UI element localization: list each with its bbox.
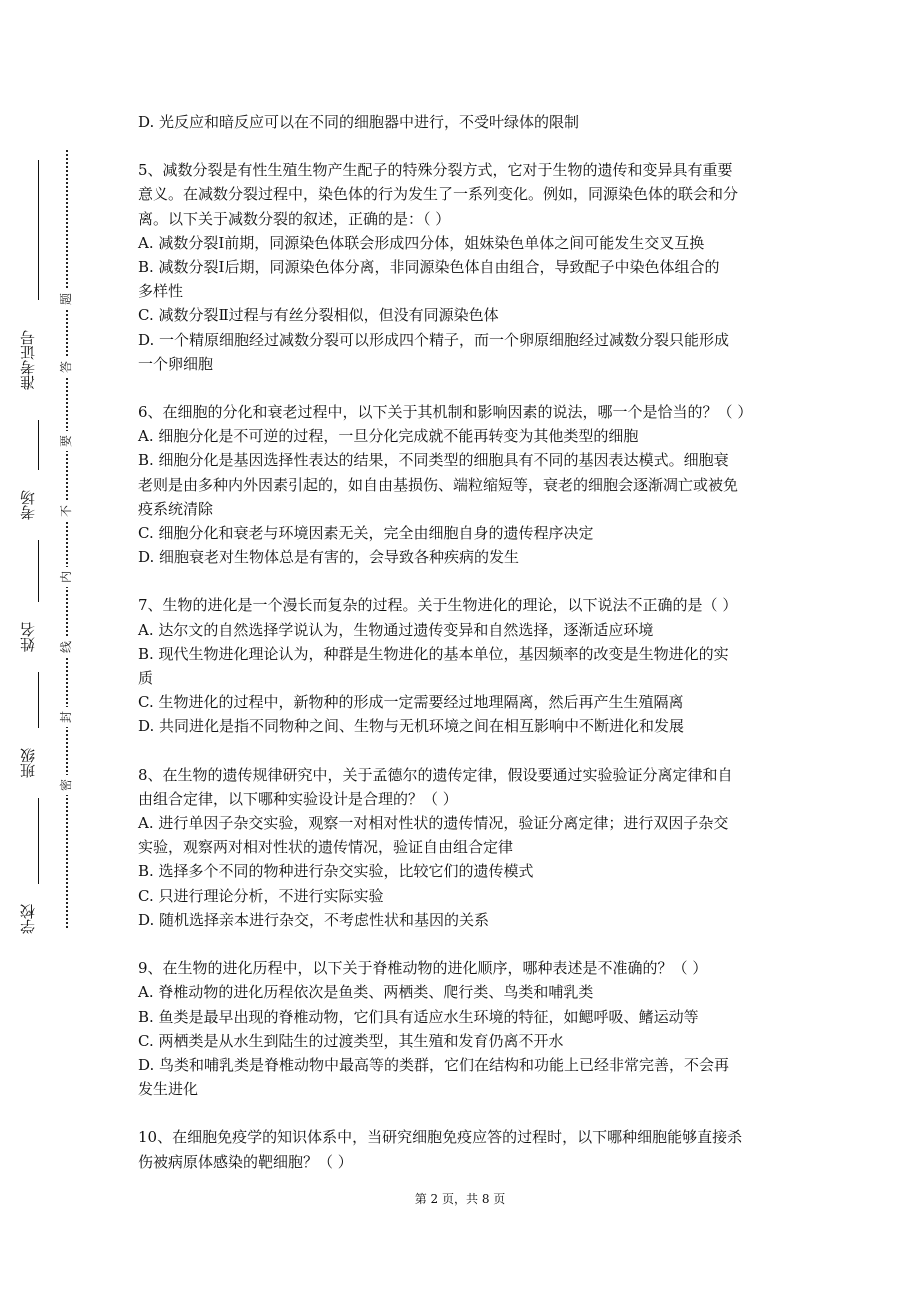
option-line: B. 现代生物进化理论认为，种群是生物进化的基本单位，基因频率的改变是生物进化的实 bbox=[138, 644, 729, 663]
question-stem-line: 10、在细胞免疫学的知识体系中，当研究细胞免疫应答的过程时，以下哪种细胞能够直接杀 bbox=[138, 1128, 743, 1147]
seal-char: 答 bbox=[55, 357, 77, 377]
seal-char: 内 bbox=[55, 567, 77, 587]
question-6 bbox=[138, 400, 788, 569]
option-line: 多样性 bbox=[138, 282, 184, 301]
option-line: B. 鱼类是最早出现的脊椎动物，它们具有适应水生环境的特征，如鳃呼吸、鳍运动等 bbox=[138, 1007, 699, 1026]
option-line: D. 光反应和暗反应可以在不同的细胞器中进行，不受叶绿体的限制 bbox=[138, 113, 580, 131]
seal-char: 线 bbox=[55, 637, 77, 657]
field-line-exam-number bbox=[38, 160, 39, 300]
option-line: B. 选择多个不同的物种进行杂交实验，比较它们的遗传模式 bbox=[138, 862, 534, 881]
option-line: A. 减数分裂Ⅰ前期，同源染色体联会形成四分体，姐妹染色单体之间可能发生交叉互换 bbox=[138, 233, 705, 252]
field-line-name bbox=[38, 540, 39, 602]
question-7 bbox=[138, 593, 788, 738]
question-stem-line: 8、在生物的遗传规律研究中，关于孟德尔的遗传定律，假设要通过实验验证分离定律和自 bbox=[138, 765, 733, 784]
question-stem-line: 5、减数分裂是有性生殖生物产生配子的特殊分裂方式，它对于生物的遗传和变异具有重要 bbox=[138, 161, 733, 180]
option-line: 质 bbox=[138, 669, 154, 688]
field-label-exam-number: 准考证号 bbox=[19, 330, 37, 390]
field-label-name: 姓名 bbox=[19, 622, 37, 652]
option-line: A. 脊椎动物的进化历程依次是鱼类、两栖类、爬行类、鸟类和哺乳类 bbox=[138, 983, 594, 1002]
option-line: C. 只进行理论分析，不进行实际实验 bbox=[138, 886, 384, 905]
seal-char: 题 bbox=[55, 289, 77, 309]
question-stem-line: 意义。在减数分裂过程中，染色体的行为发生了一系列变化。例如，同源染色体的联会和分 bbox=[138, 185, 739, 204]
question-stem-line: 离。以下关于减数分裂的叙述，正确的是：（ ） bbox=[138, 209, 451, 228]
question-10 bbox=[138, 1125, 788, 1173]
question-list bbox=[138, 110, 788, 1174]
question-5 bbox=[138, 158, 788, 376]
option-line: 疫系统清除 bbox=[138, 499, 214, 518]
option-line: 一个卵细胞 bbox=[138, 354, 214, 373]
option-line: C. 细胞分化和衰老与环境因素无关，完全由细胞自身的遗传程序决定 bbox=[138, 524, 594, 543]
field-label-school: 学校 bbox=[19, 904, 37, 934]
question-4-tail bbox=[138, 110, 788, 134]
question-stem-line: 伤被病原体感染的靶细胞？（ ） bbox=[138, 1152, 353, 1171]
field-line-school bbox=[38, 798, 39, 884]
option-line: B. 细胞分化是基因选择性表达的结果，不同类型的细胞具有不同的基因表达模式。细胞衰 bbox=[138, 451, 729, 470]
option-line: A. 细胞分化是不可逆的过程，一旦分化完成就不能再转变为其他类型的细胞 bbox=[138, 427, 639, 446]
field-line-exam-room bbox=[38, 420, 39, 470]
binding-margin bbox=[0, 0, 130, 1302]
option-line: A. 达尔文的自然选择学说认为，生物通过遗传变异和自然选择，逐渐适应环境 bbox=[138, 620, 654, 639]
option-line: C. 两栖类是从水生到陆生的过渡类型，其生殖和发育仍离不开水 bbox=[138, 1031, 564, 1050]
option-line: C. 减数分裂Ⅱ过程与有丝分裂相似，但没有同源染色体 bbox=[138, 306, 499, 325]
field-label-exam-room: 考场 bbox=[19, 490, 37, 520]
question-stem-line: 9、在生物的进化历程中，以下关于脊椎动物的进化顺序，哪种表述是不准确的？（ ） bbox=[138, 959, 708, 978]
seal-char: 要 bbox=[55, 431, 77, 451]
question-stem-line: 由组合定律，以下哪种实验设计是合理的？（ ） bbox=[138, 789, 458, 808]
option-line: D. 鸟类和哺乳类是脊椎动物中最高等的类群，它们在结构和功能上已经非常完善，不会再 bbox=[138, 1055, 730, 1074]
option-line: 实验，观察两对相对性状的遗传情况，验证自由组合定律 bbox=[138, 838, 514, 857]
option-line: A. 进行单因子杂交实验，观察一对相对性状的遗传情况，验证分离定律；进行双因子杂交 bbox=[138, 814, 729, 833]
seal-char: 不 bbox=[55, 501, 77, 521]
seal-dotted-line bbox=[66, 150, 68, 928]
option-line: D. 一个精原细胞经过减数分裂可以形成四个精子，而一个卵原细胞经过减数分裂只能形成 bbox=[138, 330, 730, 349]
page-footer: 第 2 页，共 8 页 bbox=[414, 1192, 506, 1206]
field-label-class: 班级 bbox=[19, 748, 37, 778]
seal-char: 密 bbox=[55, 775, 77, 795]
question-9 bbox=[138, 956, 788, 1101]
option-line: D. 共同进化是指不同物种之间、生物与无机环境之间在相互影响中不断进化和发展 bbox=[138, 717, 685, 736]
option-line: 发生进化 bbox=[138, 1080, 199, 1099]
option-line: B. 减数分裂Ⅰ后期，同源染色体分离，非同源染色体自由组合，导致配子中染色体组合的 bbox=[138, 258, 720, 277]
option-line: C. 生物进化的过程中，新物种的形成一定需要经过地理隔离，然后再产生生殖隔离 bbox=[138, 693, 684, 712]
question-stem-line: 6、在细胞的分化和衰老过程中，以下关于其机制和影响因素的说法，哪一个是恰当的？（ ） bbox=[138, 403, 753, 422]
question-8 bbox=[138, 763, 788, 932]
option-line: D. 随机选择亲本进行杂交，不考虑性状和基因的关系 bbox=[138, 910, 490, 929]
field-line-class bbox=[38, 672, 39, 728]
option-line: 老则是由多种内外因素引起的，如自由基损伤、端粒缩短等，衰老的细胞会逐渐凋亡或被免 bbox=[138, 475, 739, 494]
question-stem-line: 7、生物的进化是一个漫长而复杂的过程。关于生物进化的理论，以下说法不正确的是（ ） bbox=[138, 596, 738, 615]
option-line: D. 细胞衰老对生物体总是有害的，会导致各种疾病的发生 bbox=[138, 548, 520, 567]
seal-char: 封 bbox=[55, 707, 77, 727]
